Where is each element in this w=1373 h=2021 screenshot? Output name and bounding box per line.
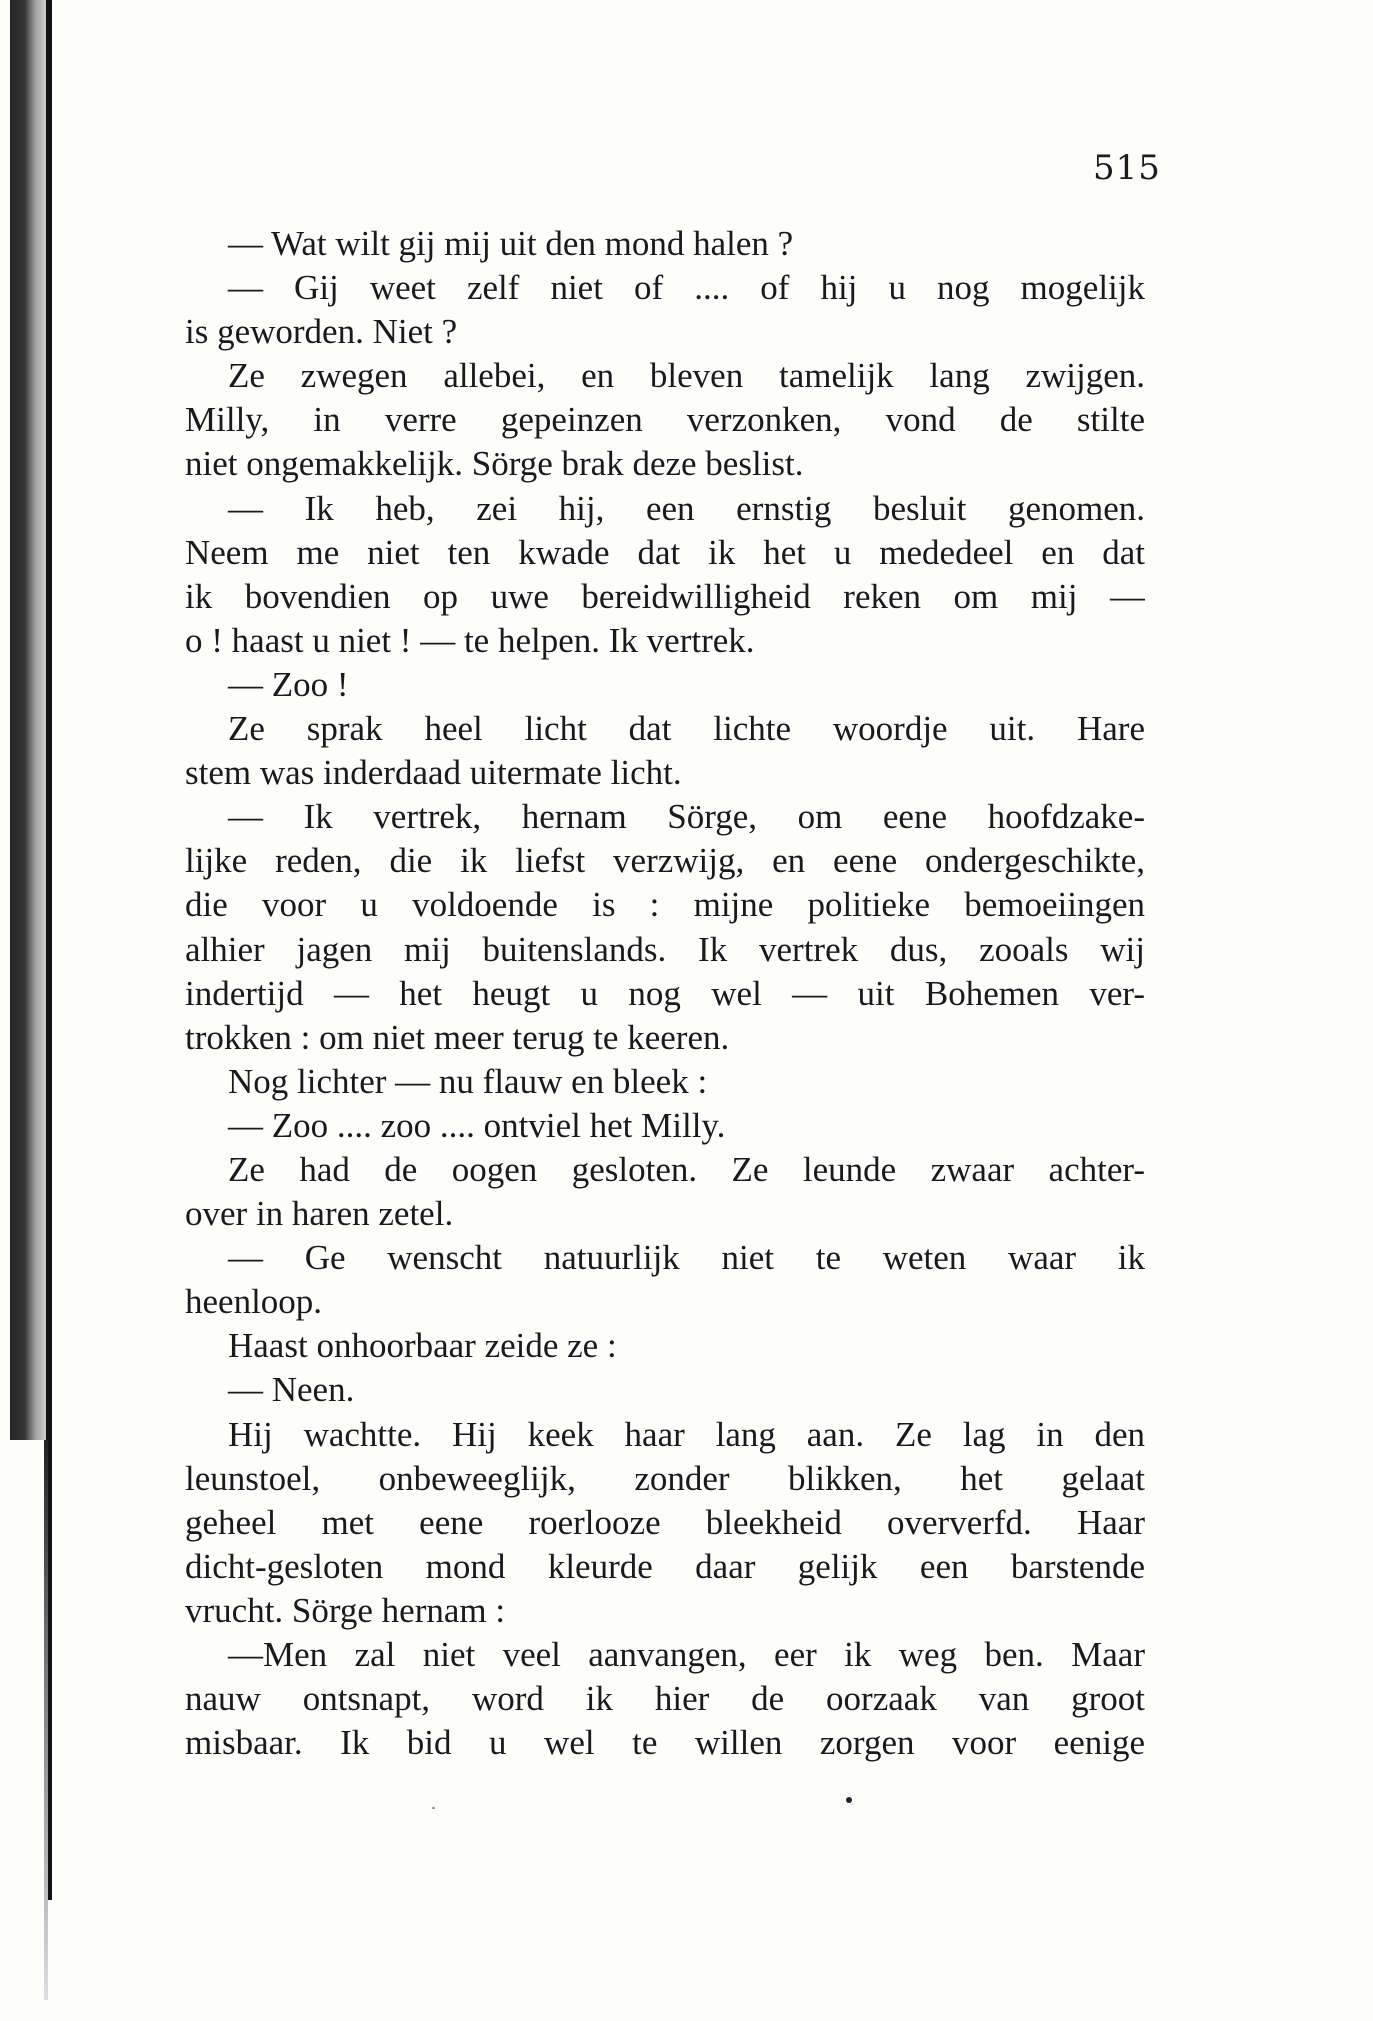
- text-line: Nog lichter — nu flauw en bleek :: [228, 1061, 708, 1101]
- text-line: vrucht. Sörge hernam :: [185, 1590, 506, 1630]
- text-line: Ze had de oogen gesloten. Ze leunde zwaar achter-: [228, 1149, 1145, 1189]
- binding-edge-fade: [44, 1440, 48, 2000]
- text-line: niet ongemakkelijk. Sörge brak deze beslist.: [185, 444, 804, 484]
- text-line: —Men zal niet veel aanvangen, eer ik weg ben. Maar: [228, 1635, 1145, 1674]
- text-line: — Wat wilt gij mij uit den mond halen ?: [228, 224, 794, 263]
- text-line: — Gij weet zelf niet of .... of hij u nog mogelijk: [228, 268, 1145, 308]
- text-line: trokken : om niet meer terug te keeren.: [185, 1017, 730, 1057]
- text-line: Ze sprak heel licht dat lichte woordje uit. Hare: [228, 709, 1145, 749]
- text-line: — Zoo !: [228, 664, 349, 704]
- text-line: geheel met eene roerlooze bleekheid oververfd. Haar: [185, 1502, 1145, 1542]
- text-line: leunstoel, onbeweeglijk, zonder blikken, het gelaat: [185, 1458, 1145, 1498]
- text-line: Hij wachtte. Hij keek haar lang aan. Ze lag in den: [228, 1414, 1145, 1454]
- body-text: [185, 222, 1145, 1765]
- text-line: ik bovendien op uwe bereidwilligheid reken om mij —: [185, 576, 1145, 616]
- text-line: alhier jagen mij buitenslands. Ik vertrek dus, zooals wij: [185, 929, 1145, 969]
- text-line: — Zoo .... zoo .... ontviel het Milly.: [228, 1105, 726, 1145]
- text-line: die voor u voldoende is : mijne politieke bemoeiingen: [185, 885, 1145, 925]
- text-line: is geworden. Niet ?: [185, 312, 458, 352]
- text-line: lijke reden, die ik liefst verzwijg, en eene ondergeschikte,: [185, 841, 1145, 881]
- text-line: misbaar. Ik bid u wel te willen zorgen voor eenige: [185, 1723, 1145, 1763]
- text-line: heenloop.: [185, 1282, 323, 1322]
- text-line: nauw ontsnapt, word ik hier de oorzaak van groot: [185, 1679, 1145, 1719]
- text-line: — Neen.: [228, 1370, 355, 1410]
- text-line: Haast onhoorbaar zeide ze :: [228, 1326, 617, 1366]
- text-line: — Ik vertrek, hernam Sörge, om eene hoofdzake-: [228, 797, 1145, 837]
- page-number: 515: [1093, 148, 1161, 188]
- text-line: over in haren zetel.: [185, 1194, 454, 1234]
- text-line: — Ik heb, zei hij, een ernstig besluit genomen.: [228, 488, 1145, 528]
- ink-speck: [432, 1807, 435, 1809]
- text-line: Milly, in verre gepeinzen verzonken, vond de stilte: [185, 400, 1145, 440]
- text-line: — Ge wenscht natuurlijk niet te weten waar ik: [228, 1238, 1145, 1278]
- text-line: indertijd — het heugt u nog wel — uit Bohemen ver-: [185, 973, 1145, 1013]
- text-line: dicht-gesloten mond kleurde daar gelijk een barstende: [185, 1546, 1145, 1586]
- text-line: stem was inderdaad uitermate licht.: [185, 753, 682, 793]
- text-line: Ze zwegen allebei, en bleven tamelijk lang zwijgen.: [228, 356, 1145, 396]
- text-line: o ! haast u niet ! — te helpen. Ik vertrek.: [185, 620, 755, 660]
- text-line: Neem me niet ten kwade dat ik het u mededeel en dat: [185, 532, 1145, 572]
- ink-speck: [846, 1797, 852, 1803]
